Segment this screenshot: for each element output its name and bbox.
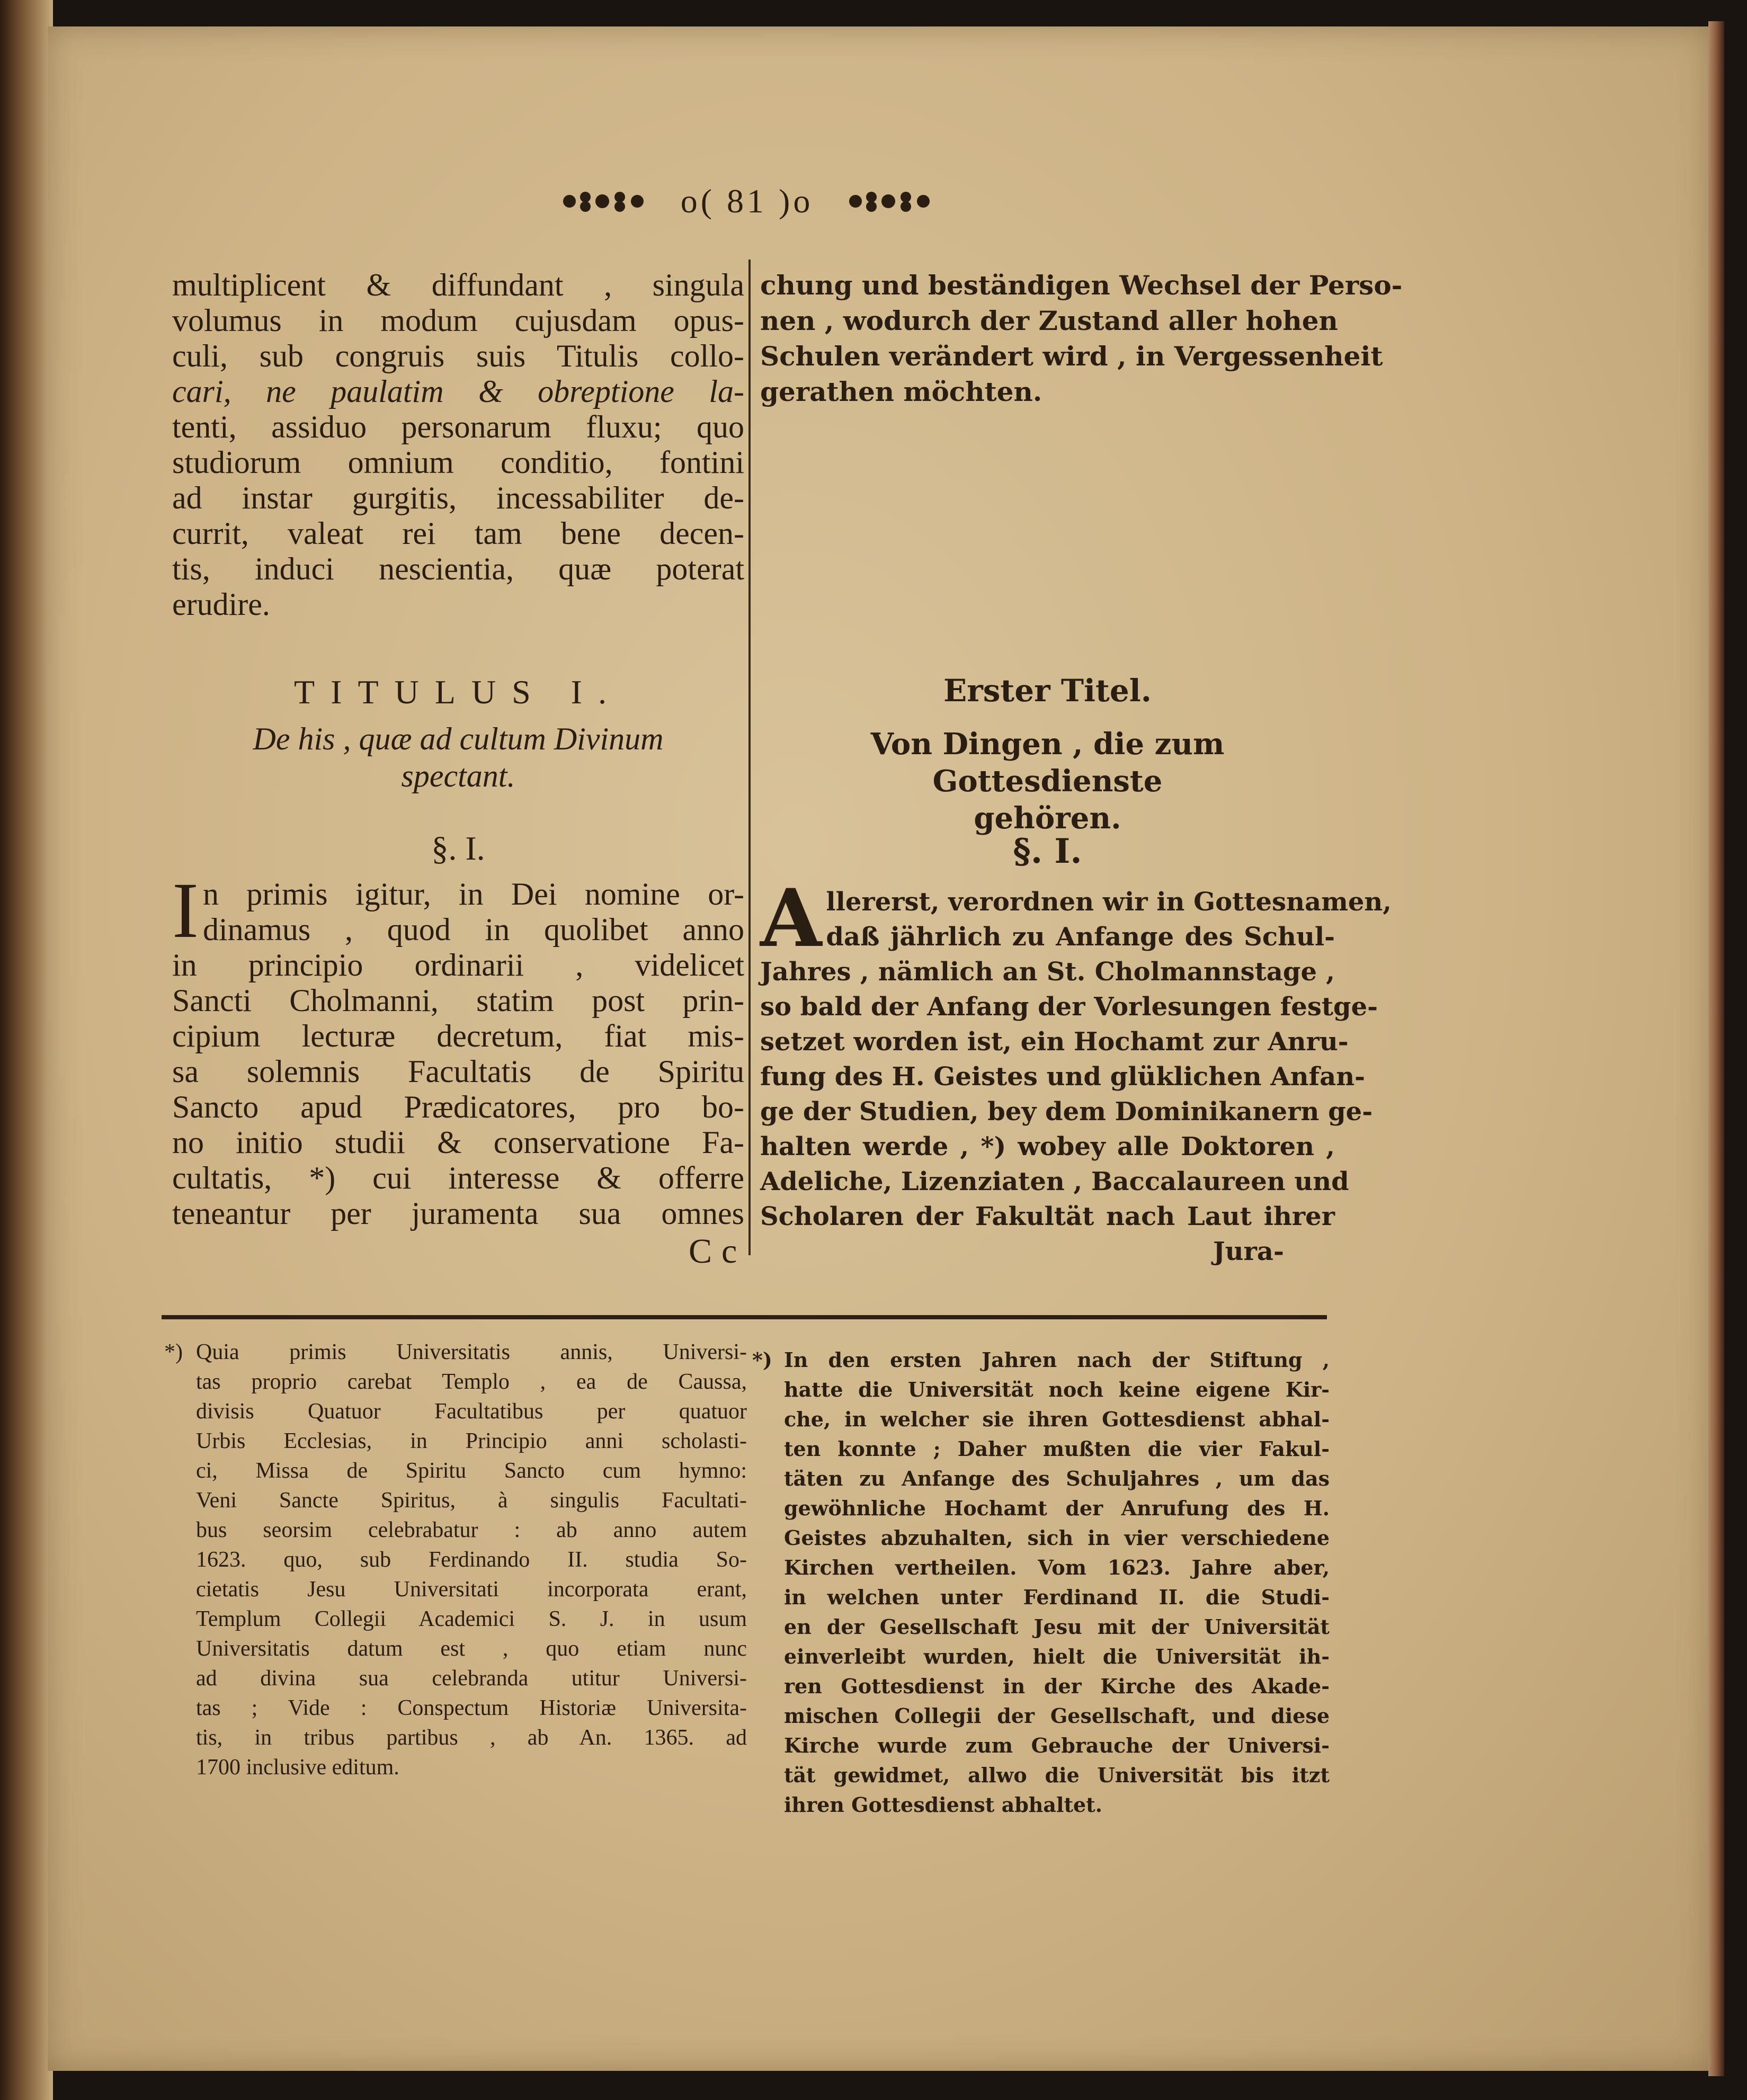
text-line: cipium lecturæ decretum, fiat mis- bbox=[172, 1018, 744, 1053]
latin-section-heading: §. I. bbox=[431, 829, 485, 867]
text-line: teneantur per juramenta sua omnes bbox=[172, 1196, 744, 1231]
text-line: gewöhnliche Hochamt der Anrufung des H. bbox=[784, 1496, 1330, 1520]
text-line: einverleibt wurden, hielt die Universität ih- bbox=[784, 1645, 1330, 1668]
text-line: mischen Collegii der Gesellschaft, und diese bbox=[784, 1704, 1330, 1728]
text-line: Adeliche, Lizenziaten , Baccalaureen und bbox=[760, 1167, 1349, 1196]
text-line: tenti, assiduo personarum fluxu; quo bbox=[172, 409, 744, 444]
text-line: ci, Missa de Spiritu Sancto cum hymno: bbox=[196, 1459, 747, 1483]
latin-intro bbox=[172, 267, 744, 622]
text-line: dinamus , quod in quolibet anno bbox=[202, 912, 744, 947]
column-divider bbox=[748, 260, 751, 1255]
german-subtitle bbox=[760, 726, 1335, 837]
german-body bbox=[760, 872, 1392, 1234]
page-edge bbox=[1708, 21, 1724, 2076]
text-line: gerathen möchten. bbox=[760, 376, 1042, 407]
german-intro bbox=[760, 267, 1403, 409]
text-line: che, in welcher sie ihren Gottesdienst abhal- bbox=[784, 1407, 1330, 1431]
text-line: Schulen verändert wird , in Vergessenheit bbox=[760, 341, 1383, 372]
left-ornament-icon bbox=[559, 185, 649, 217]
german-catchword: Jura- bbox=[1213, 1237, 1284, 1266]
text-line: Geistes abzuhalten, sich in vier verschiedene bbox=[784, 1526, 1330, 1550]
subtitle-line: Von Dingen , die zum Gottesdienste bbox=[870, 727, 1225, 799]
text-line: sa solemnis Facultatis de Spiritu bbox=[172, 1054, 744, 1089]
text-line: ren Gottesdienst in der Kirche des Akade- bbox=[784, 1674, 1330, 1698]
text-line: bus seorsim celebrabatur : ab anno autem bbox=[196, 1518, 747, 1542]
footnote-rule bbox=[162, 1315, 1327, 1319]
text-line: Quia primis Universitatis annis, Universi- bbox=[196, 1340, 747, 1364]
text-line: in welchen unter Ferdinand II. die Studi- bbox=[784, 1585, 1330, 1609]
subtitle-line: spectant. bbox=[401, 758, 515, 793]
subtitle-line: De his , quæ ad cultum Divinum bbox=[253, 721, 664, 756]
latin-subtitle bbox=[172, 720, 744, 794]
text-line: daß jährlich zu Anfange des Schul- bbox=[826, 922, 1335, 952]
text-line: ge der Studien, bey dem Dominikanern ge- bbox=[760, 1097, 1373, 1127]
text-line: tas proprio carebat Templo , ea de Caussa, bbox=[196, 1370, 747, 1394]
drop-cap: A bbox=[760, 872, 822, 965]
text-line: llererst, verordnen wir in Gottesnamen, bbox=[826, 887, 1392, 917]
text-line: Jahres , nämlich an St. Cholmannstage , bbox=[760, 957, 1335, 987]
text-line: tät gewidmet, allwo die Universität bis itzt bbox=[784, 1763, 1330, 1787]
footnote-mark: *) bbox=[752, 1348, 772, 1372]
text-line: ad divina sua celebranda utitur Universi- bbox=[196, 1666, 747, 1691]
text-line: cultatis, *) cui interesse & offerre bbox=[172, 1160, 744, 1195]
text-line: cietatis Jesu Universitati incorporata erant, bbox=[196, 1577, 747, 1602]
text-line: fung des H. Geistes und glüklichen Anfan- bbox=[760, 1062, 1366, 1092]
text-line: Veni Sancte Spiritus, à singulis Facultati- bbox=[196, 1488, 747, 1513]
text-line: Templum Collegii Academici S. J. in usum bbox=[196, 1607, 747, 1631]
text-line: setzet worden ist, ein Hochamt zur Anru- bbox=[760, 1027, 1349, 1057]
text-line: tis, induci nescientia, quæ poterat bbox=[172, 551, 744, 586]
text-line: 1700 inclusive editum. bbox=[196, 1755, 399, 1780]
text-line: n primis igitur, in Dei nomine or- bbox=[202, 877, 744, 912]
latin-body bbox=[172, 866, 744, 1231]
german-footnote bbox=[752, 1345, 1330, 1820]
text-line: en der Gesellschaft Jesu mit der Universität bbox=[784, 1615, 1330, 1639]
text-line: so bald der Anfang der Vorlesungen festge- bbox=[760, 992, 1378, 1022]
page-header bbox=[524, 177, 969, 225]
text-line: cari, ne paulatim & obreptione la- bbox=[172, 374, 744, 409]
text-line: culi, sub congruis suis Titulis collo- bbox=[172, 338, 744, 373]
page-number: o( 81 )o bbox=[680, 182, 814, 220]
text-line: 1623. quo, sub Ferdinando II. studia So- bbox=[196, 1548, 747, 1572]
text-line: Urbis Ecclesias, in Principio anni scholasti- bbox=[196, 1429, 747, 1453]
text-line: erudire. bbox=[172, 587, 270, 622]
drop-cap: I bbox=[172, 866, 199, 954]
text-line: Universitatis datum est , quo etiam nunc bbox=[196, 1637, 747, 1661]
text-line: In den ersten Jahren nach der Stiftung , bbox=[784, 1348, 1330, 1372]
text-line: volumus in modum cujusdam opus- bbox=[172, 303, 744, 338]
text-line: ihren Gottesdienst abhaltet. bbox=[784, 1793, 1102, 1817]
text-line: hatte die Universität noch keine eigene Kir- bbox=[784, 1378, 1330, 1401]
text-line: tas ; Vide : Conspectum Historiæ Universita- bbox=[196, 1696, 747, 1720]
german-title: Erster Titel. bbox=[943, 673, 1152, 709]
text-line: halten werde , *) wobey alle Doktoren , bbox=[760, 1132, 1335, 1161]
text-line: studiorum omnium conditio, fontini bbox=[172, 445, 744, 480]
book-spine bbox=[0, 0, 53, 2100]
latin-footnote bbox=[164, 1337, 747, 1782]
text-line: currit, valeat rei tam bene decen- bbox=[172, 516, 744, 551]
text-line: no initio studii & conservatione Fa- bbox=[172, 1125, 744, 1160]
text-line: täten zu Anfange des Schuljahres , um das bbox=[784, 1467, 1330, 1490]
subtitle-line: gehören. bbox=[974, 801, 1121, 836]
text-line: nen , wodurch der Zustand aller hohen bbox=[760, 305, 1338, 336]
text-line: multiplicent & diffundant , singula bbox=[172, 267, 744, 302]
latin-title: TITULUS I. bbox=[294, 673, 622, 711]
text-line: Kirche wurde zum Gebrauche der Universi- bbox=[784, 1733, 1330, 1757]
text-line: in principio ordinarii , videlicet bbox=[172, 948, 744, 982]
text-line: chung und beständigen Wechsel der Perso- bbox=[760, 270, 1403, 301]
text-line: Scholaren der Fakultät nach Laut ihrer bbox=[760, 1202, 1335, 1231]
text-line: tis, in tribus partibus , ab An. 1365. ad bbox=[196, 1726, 747, 1750]
text-line: Kirchen vertheilen. Vom 1623. Jahre aber, bbox=[784, 1556, 1330, 1579]
text-line: ad instar gurgitis, incessabiliter de- bbox=[172, 480, 744, 515]
right-ornament-icon bbox=[845, 185, 935, 217]
text-line: ten konnte ; Daher mußten die vier Fakul- bbox=[784, 1437, 1330, 1461]
german-section-heading: §. I. bbox=[1013, 832, 1082, 871]
text-line: Sancto apud Prædicatores, pro bo- bbox=[172, 1089, 744, 1124]
text-line: Sancti Cholmanni, statim post prin- bbox=[172, 983, 744, 1018]
latin-catchword: Cc bbox=[689, 1232, 747, 1271]
text-line: divisis Quatuor Facultatibus per quatuor bbox=[196, 1399, 747, 1424]
footnote-mark: *) bbox=[164, 1340, 183, 1364]
